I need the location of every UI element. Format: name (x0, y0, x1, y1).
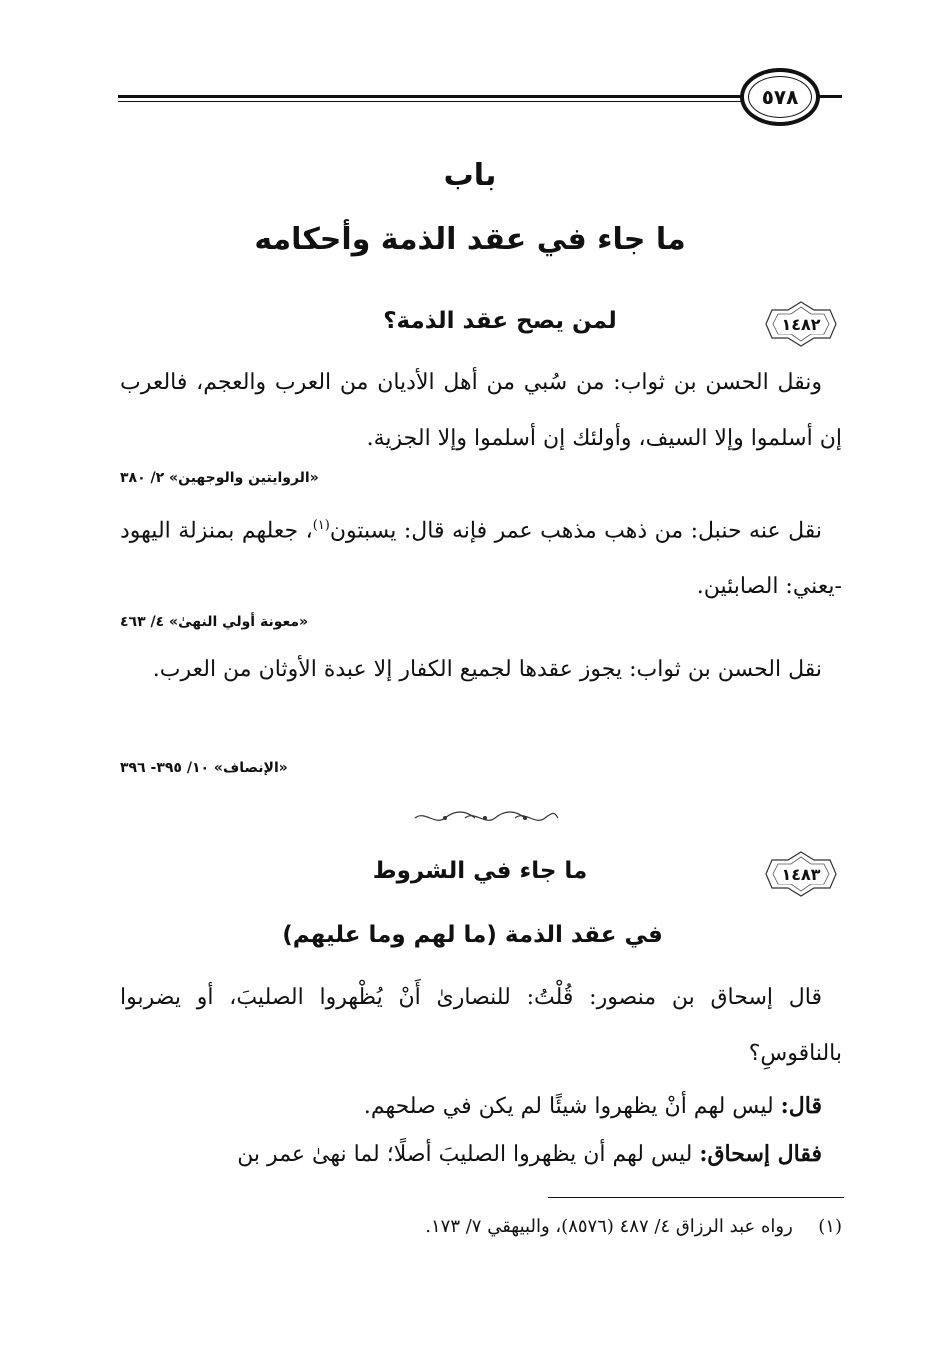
header-rule-thin (118, 101, 742, 102)
speaker-label: فقال إسحاق: (699, 1141, 822, 1167)
chapter-label: باب (443, 158, 497, 193)
source-citation: «معونة أولي النهىٰ» ٤/ ٤٦٣ (120, 614, 309, 630)
paragraph: نقل الحسن بن ثواب: يجوز عقدها لجميع الكفار إلا عبدة الأوثان من العرب. (152, 657, 822, 682)
paragraph: فقال إسحاق: ليس لهم أن يظهروا الصليبَ أصلًا؛ لما نهىٰ عمر بن (237, 1141, 822, 1167)
footnote (120, 1212, 842, 1242)
page-number-medallion (740, 68, 820, 126)
paragraph: ونقل الحسن بن ثواب: من سُبي من أهل الأديان من العرب والعجم، فالعرب إن أسلموا وإلا السيف، وأولئك إن أسلموا وإلا الجزية. (120, 370, 842, 451)
footnote-rule (548, 1197, 844, 1198)
page-number: ٥٧٨ (761, 85, 799, 109)
speaker-label: قال: (780, 1093, 822, 1119)
paragraph: نقل عنه حنبل: من ذهب مذهب عمر فإنه قال: يسبتون$^{(١)}$، جعلهم بمنزلة اليهود -يعني: الصابئين. (120, 518, 842, 600)
issue-heading: لمن يصح عقد الذمة؟ (383, 308, 617, 334)
footnote-number: (١) (818, 1216, 842, 1237)
issue-heading: ما جاء في الشروط (372, 858, 588, 884)
paragraph: قال: ليس لهم أنْ يظهروا شيئًا لم يكن في صلحهم. (363, 1093, 822, 1119)
source-citation: «الإنصاف» ١٠/ ٣٩٥- ٣٩٦ (120, 760, 288, 776)
header-rule (118, 95, 742, 98)
issue-subheading: في عقد الذمة (ما لهم وما عليهم) (282, 922, 663, 948)
issue-number: ١٤٨٢ (781, 314, 821, 334)
footnote-text: رواه عبد الرزاق ٤/ ٤٨٧ (٨٥٧٦)، والبيهقي ٧/ ١٧٣. (425, 1216, 793, 1237)
source-citation: «الروايتين والوجهين» ٢/ ٣٨٠ (120, 470, 319, 486)
section-divider-ornament-icon (410, 810, 560, 826)
paragraph: قال إسحاق بن منصور: قُلْتُ: للنصارىٰ أَنْ يُظْهروا الصليبَ، أو يضربوا بالناقوسِ؟ (120, 985, 842, 1066)
issue-number-badge (764, 850, 838, 898)
header-rule-right (818, 95, 842, 98)
issue-number-badge (764, 300, 838, 348)
footnote-marker: (١) (312, 518, 330, 533)
issue-number: ١٤٨٣ (781, 864, 821, 884)
chapter-title: ما جاء في عقد الذمة وأحكامه (254, 222, 686, 257)
